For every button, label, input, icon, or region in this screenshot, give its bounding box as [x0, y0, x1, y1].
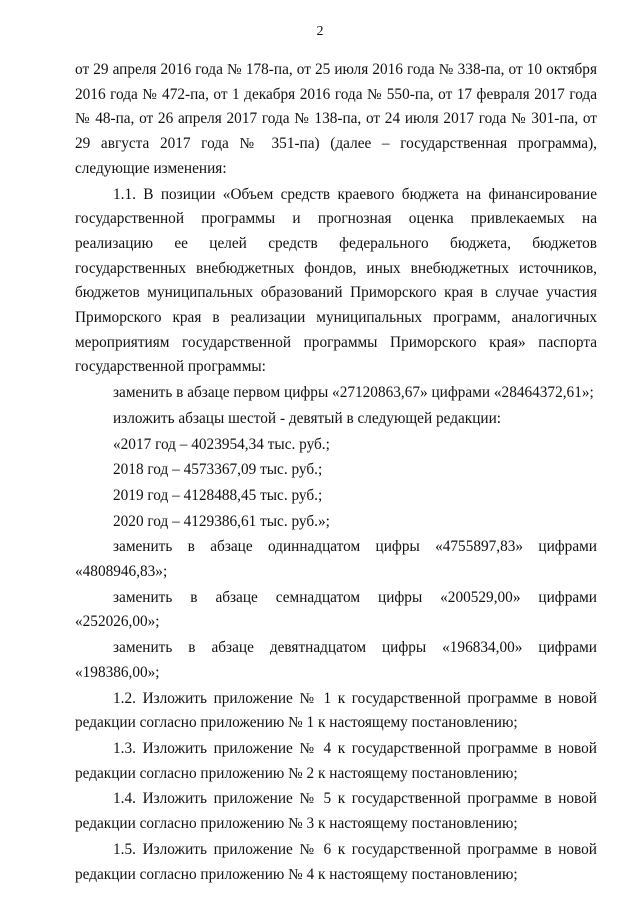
paragraph: 2020 год – 4129386,61 тыс. руб.»; — [113, 512, 330, 530]
paragraph: 2019 год – 4128488,45 тыс. руб.; — [113, 486, 323, 504]
document-body — [75, 58, 597, 887]
paragraph: изложить абзацы шестой - девятый в следующей редакции: — [113, 409, 502, 427]
paragraph: 1.5. Изложить приложение № 6 к государственной программе в новой редакции согласно приложению № 4 к настоящему постановлению; — [75, 840, 597, 883]
paragraph: 1.3. Изложить приложение № 4 к государственной программе в новой редакции согласно приложению № 2 к настоящему постановлению; — [75, 739, 597, 782]
paragraph: 1.1. В позиции «Объем средств краевого бюджета на финансирование государственной программы и прогнозная оценка привлекаемых на реализацию ее целей средств федерального бюджета, бюджетов государственных внебюджетных фондов, иных внебюджетных источников, бюджетов муниципальных образований Приморского края в случае участия Приморского края в реализации муниципальных программ, аналогичных мероприятиям государственной программы Приморского края» паспорта государственной программы: — [75, 185, 597, 376]
paragraph: заменить в абзаце первом цифры «27120863,67» цифрами «28464372,61»; — [113, 384, 594, 402]
paragraph: 1.4. Изложить приложение № 5 к государственной программе в новой редакции согласно приложению № 3 к настоящему постановлению; — [75, 790, 597, 833]
page-number: 2 — [316, 24, 324, 39]
paragraph: от 29 апреля 2016 года № 178-па, от 25 июля 2016 года № 338-па, от 10 октября 2016 года № 472-па, от 1 декабря 2016 года № 550-па, от 17 февраля 2017 года № 48-па, от 26 апреля 2017 года № 138-па, от 24 июля 2017 года № 301-па, от 29 августа 2017 года № 351-па) (далее – государственная программа), следующие изменения: — [75, 61, 597, 177]
paragraph: 2018 год – 4573367,09 тыс. руб.; — [113, 461, 323, 479]
paragraph: заменить в абзаце девятнадцатом цифры «196834,00» цифрами «198386,00»; — [75, 639, 597, 681]
paragraph: заменить в абзаце одиннадцатом цифры «4755897,83» цифрами «4808946,83»; — [75, 538, 597, 581]
paragraph: 1.2. Изложить приложение № 1 к государственной программе в новой редакции согласно приложению № 1 к настоящему постановлению; — [75, 689, 597, 732]
paragraph: заменить в абзаце семнадцатом цифры «200529,00» цифрами «252026,00»; — [75, 588, 597, 631]
paragraph: «2017 год – 4023954,34 тыс. руб.; — [113, 435, 330, 453]
